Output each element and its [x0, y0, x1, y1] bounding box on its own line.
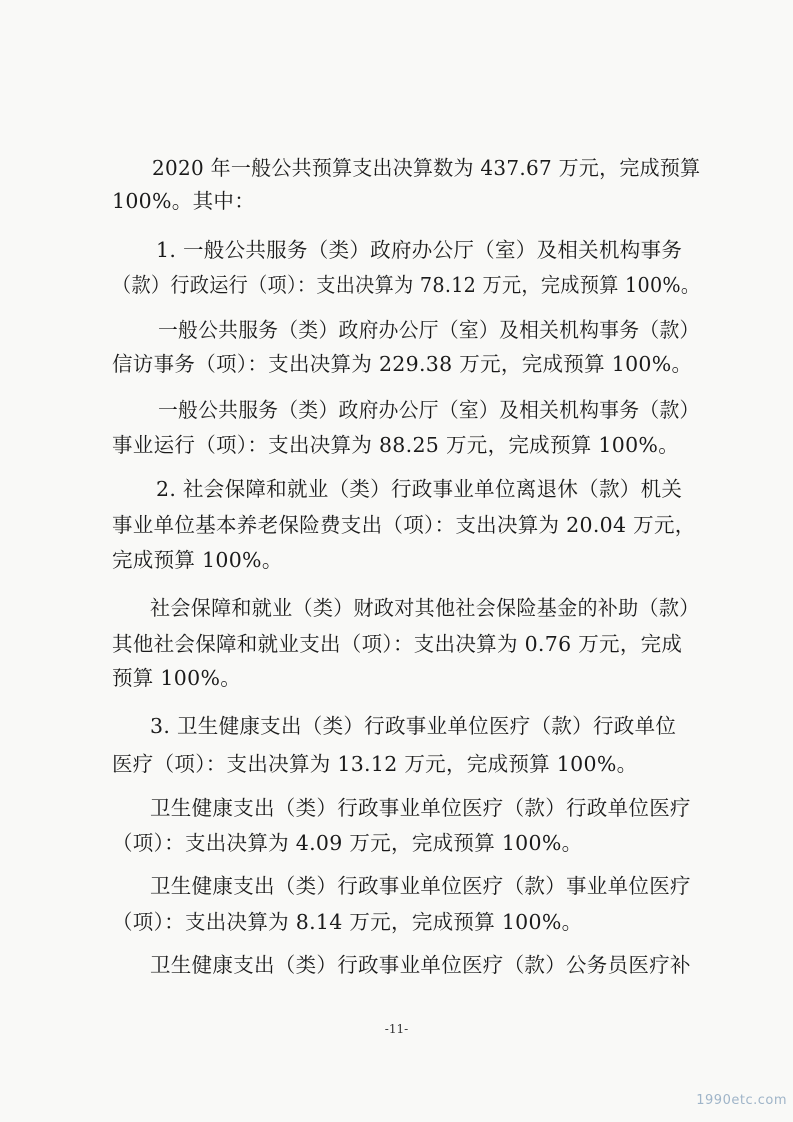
- paragraph-line: 完成预算 100%。: [112, 548, 283, 572]
- paragraph-line: （项）：支出决算为 8.14 万元，完成预算 100%。: [112, 910, 583, 934]
- paragraph-line: 一般公共服务（类）政府办公厅（室）及相关机构事务（款）: [158, 318, 700, 342]
- paragraph-line: 100%。其中：: [112, 189, 256, 213]
- paragraph-line: 事业单位基本养老保险费支出（项）：支出决算为 20.04 万元，: [112, 513, 696, 537]
- paragraph-line: 一般公共服务（类）政府办公厅（室）及相关机构事务（款）: [158, 398, 700, 422]
- paragraph-line: 其他社会保障和就业支出（项）：支出决算为 0.76 万元，完成: [112, 632, 683, 656]
- paragraph-line: 1. 一般公共服务（类）政府办公厅（室）及相关机构事务: [156, 238, 683, 262]
- paragraph-line: 预算 100%。: [112, 666, 242, 690]
- page-number: -11-: [384, 1022, 409, 1036]
- paragraph-line: 卫生健康支出（类）行政事业单位医疗（款）公务员医疗补: [150, 953, 691, 977]
- paragraph-line: 卫生健康支出（类）行政事业单位医疗（款）行政单位医疗: [150, 796, 691, 820]
- paragraph-line: 卫生健康支出（类）行政事业单位医疗（款）事业单位医疗: [150, 874, 691, 898]
- paragraph-line: 事业运行（项）：支出决算为 88.25 万元，完成预算 100%。: [112, 433, 679, 457]
- paragraph-line: 2. 社会保障和就业（类）行政事业单位离退休（款）机关: [156, 477, 683, 501]
- paragraph-line: 医疗（项）：支出决算为 13.12 万元，完成预算 100%。: [112, 752, 638, 776]
- watermark: 1990etc.com: [696, 1093, 787, 1108]
- paragraph-line: 社会保障和就业（类）财政对其他社会保险基金的补助（款）: [150, 596, 700, 620]
- paragraph-line: 3. 卫生健康支出（类）行政事业单位医疗（款）行政单位: [150, 714, 677, 738]
- paragraph-line: （款）行政运行（项）：支出决算为 78.12 万元，完成预算 100%。: [112, 273, 701, 297]
- paragraph-line: 信访事务（项）：支出决算为 229.38 万元，完成预算 100%。: [112, 352, 693, 376]
- paragraph-line: （项）：支出决算为 4.09 万元，完成预算 100%。: [112, 831, 583, 855]
- paragraph-line: 2020 年一般公共预算支出决算数为 437.67 万元，完成预算: [152, 156, 701, 180]
